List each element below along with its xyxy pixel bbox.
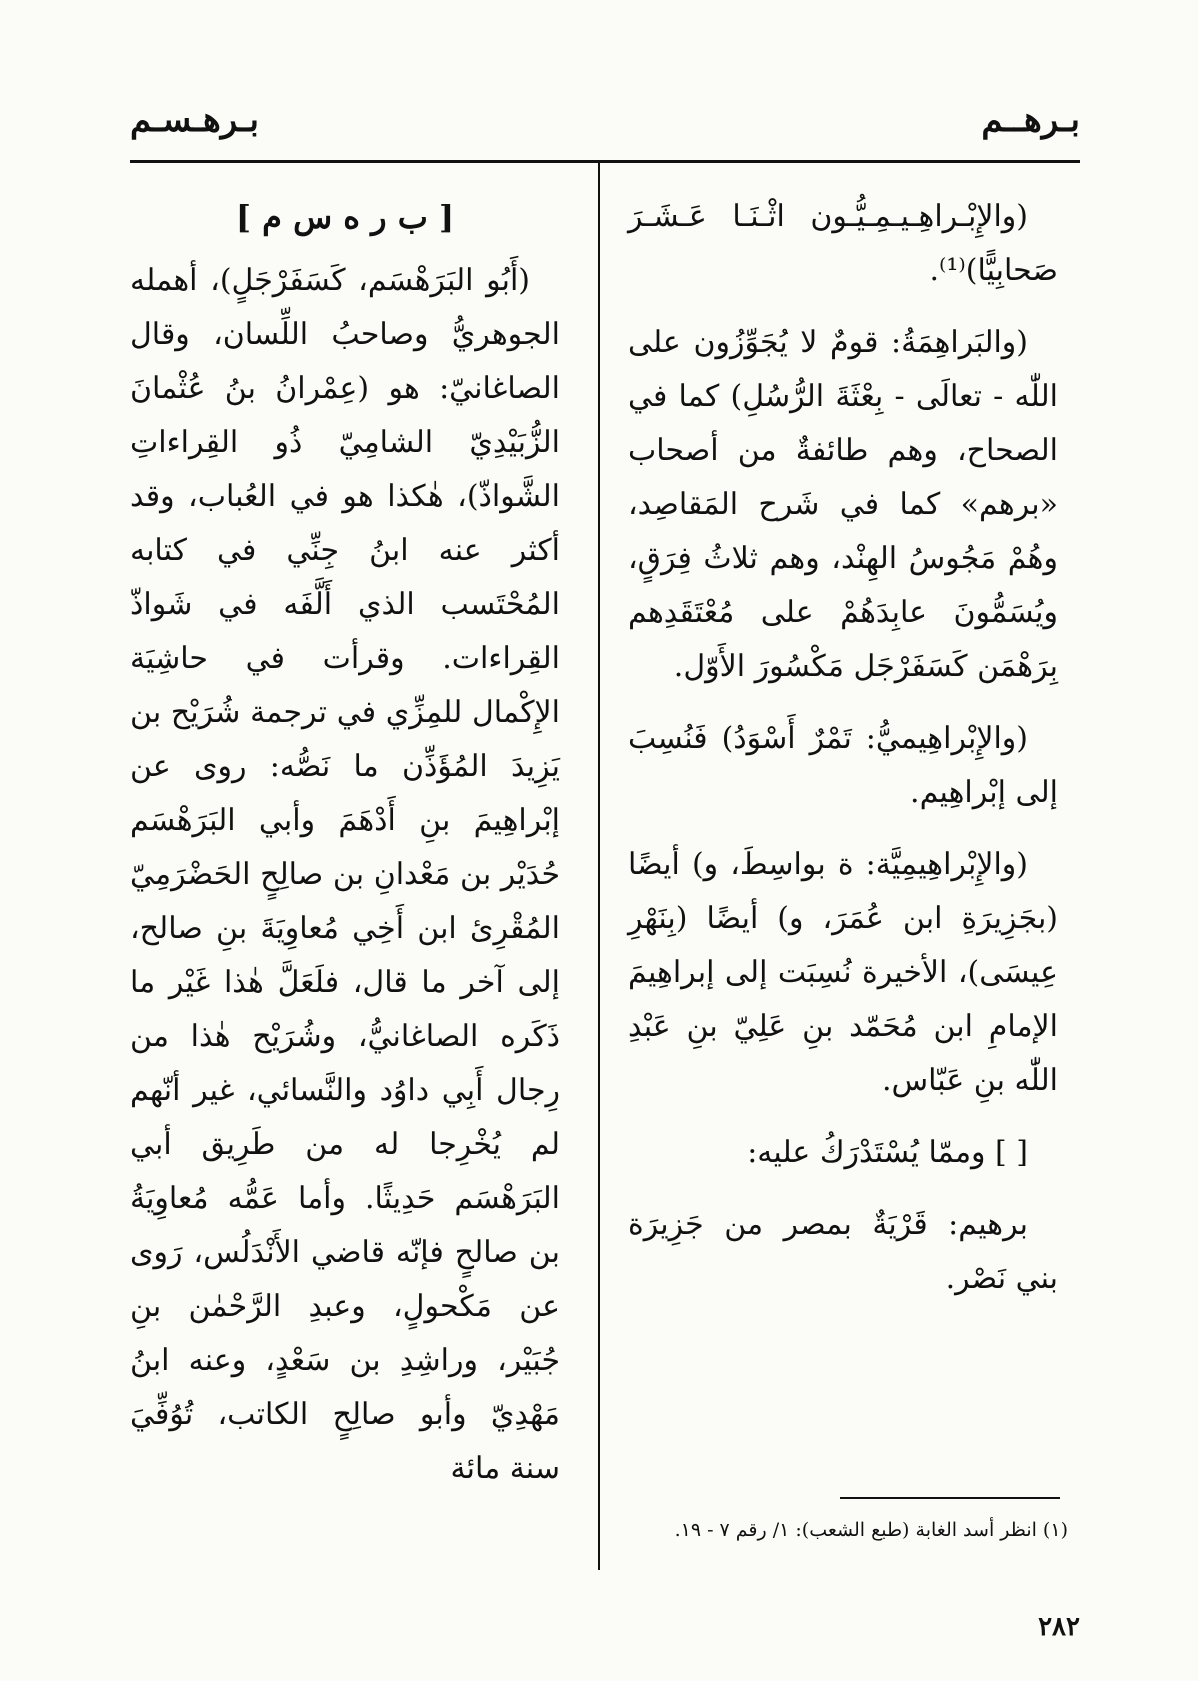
right-column — [628, 190, 1058, 1324]
footnote: (١) انظر أسد الغابة (طبع الشعب): ١/ رقم ٧ - ١٩. — [674, 1519, 1068, 1541]
header-rule — [130, 160, 1080, 163]
entry-paragraph: (والبَراهِمَةُ: قومٌ لا يُجَوِّزُون على اللّٰه - تعالَى - بِعْثَةَ الرُّسُلِ) كما في الصحاح، وهم طائفةٌ من أصحاب «برهم» كما في شَرح المَقاصِد، وهُمْ مَجُوسُ الهِنْد، وهم ثلاثُ فِرَقٍ، ويُسَمُّونَ عابِدَهُمْ على مُعْتَقَدِهم بِرَهْمَن كَسَفَرْجَل مَكْسُورَ الأَوّل. — [628, 325, 1058, 684]
running-head-right: بـرهــم — [981, 100, 1080, 140]
entry-paragraph: (والإِبْراهِيمِيَّة: ة بواسِطَ، و) أيضًا (بجَزِيرَةِ ابن عُمَرَ، و) أيضًا (بِنَهْرِ عِيسَى)، الأخيرة نُسِبَت إلى إبراهِيمَ الإمامِ ابن مُحَمّد بنِ عَلِيّ بنِ عَبْدِ اللّٰه بنِ عَبّاس. — [628, 847, 1058, 1098]
entry-paragraph: [ ] وممّا يُسْتَدْرَكُ عليه: — [747, 1135, 1028, 1170]
page-number: ٢٨٢ — [1038, 1612, 1080, 1642]
left-column — [130, 190, 560, 1514]
entry-heading: [ ب ر ه س م ] — [235, 198, 455, 236]
running-head-left: بـرهـسـم — [130, 100, 259, 140]
entry-paragraph: (والإِبْراهِيميُّ: تَمْرٌ أَسْوَدُ) فَنُسِبَ إلى إبْراهِيم. — [628, 721, 1058, 810]
footnote-rule — [840, 1497, 1060, 1499]
entry-paragraph: (والإِبْـراهِـيـمِـيُّـون اثْـنَـا عَـشَـرَ صَحابِيًّا)⁽¹⁾. — [628, 199, 1058, 288]
entry-paragraph: برهيم: قَرْيَةٌ بمصر من جَزِيرَة بني نَصْر. — [628, 1207, 1058, 1296]
column-divider — [598, 162, 600, 1570]
entry-paragraph: (أَبُو البَرَهْسَم، كَسَفَرْجَلٍ)، أهمله الجوهريُّ وصاحبُ اللِّسان، وقال الصاغانيّ: هو (عِمْرانُ بنُ عُثْمانَ الزُّبَيْدِيّ الشامِيّ ذُو القِراءاتِ الشَّواذّ)، هٰكذا هو في العُباب، وقد أكثر عنه ابنُ جِنِّي في كتابه المُحْتَسب الذي أَلَّفَه في شَواذّ القِراءات. وقرأت في حاشِيَة الإِكْمال للمِزِّي في ترجمة شُرَيْح بن يَزِيدَ المُؤَذِّن ما نَصُّه: روى عن إبْراهِيمَ بنِ أَدْهَمَ وأبي البَرَهْسَم حُدَيْر بن مَعْدانِ بن صالِحٍ الحَضْرَمِيّ المُقْرِئ ابن أَخِي مُعاوِيَةَ بنِ صالح، إلى آخر ما قال، فلَعَلَّ هٰذا غَيْر ما ذَكَره الصاغانيُّ، وشُرَيْح هٰذا من رِجال أَبِي داوُد والنَّسائي، غير أنّهم لم يُخْرِجا له من طَرِيق أبي البَرَهْسَم حَدِيثًا. وأما عَمُّه مُعاوِيَةُ بن صالحٍ فإنّه قاضي الأَنْدَلُس، رَوى عن مَكْحولٍ، وعبدِ الرَّحْمٰن بنِ جُبَيْر، وراشِدِ بن سَعْدٍ، وعنه ابنُ مَهْدِيّ وأبو صالِحٍ الكاتب، تُوُفِّيَ سنة مائة — [130, 263, 560, 1486]
